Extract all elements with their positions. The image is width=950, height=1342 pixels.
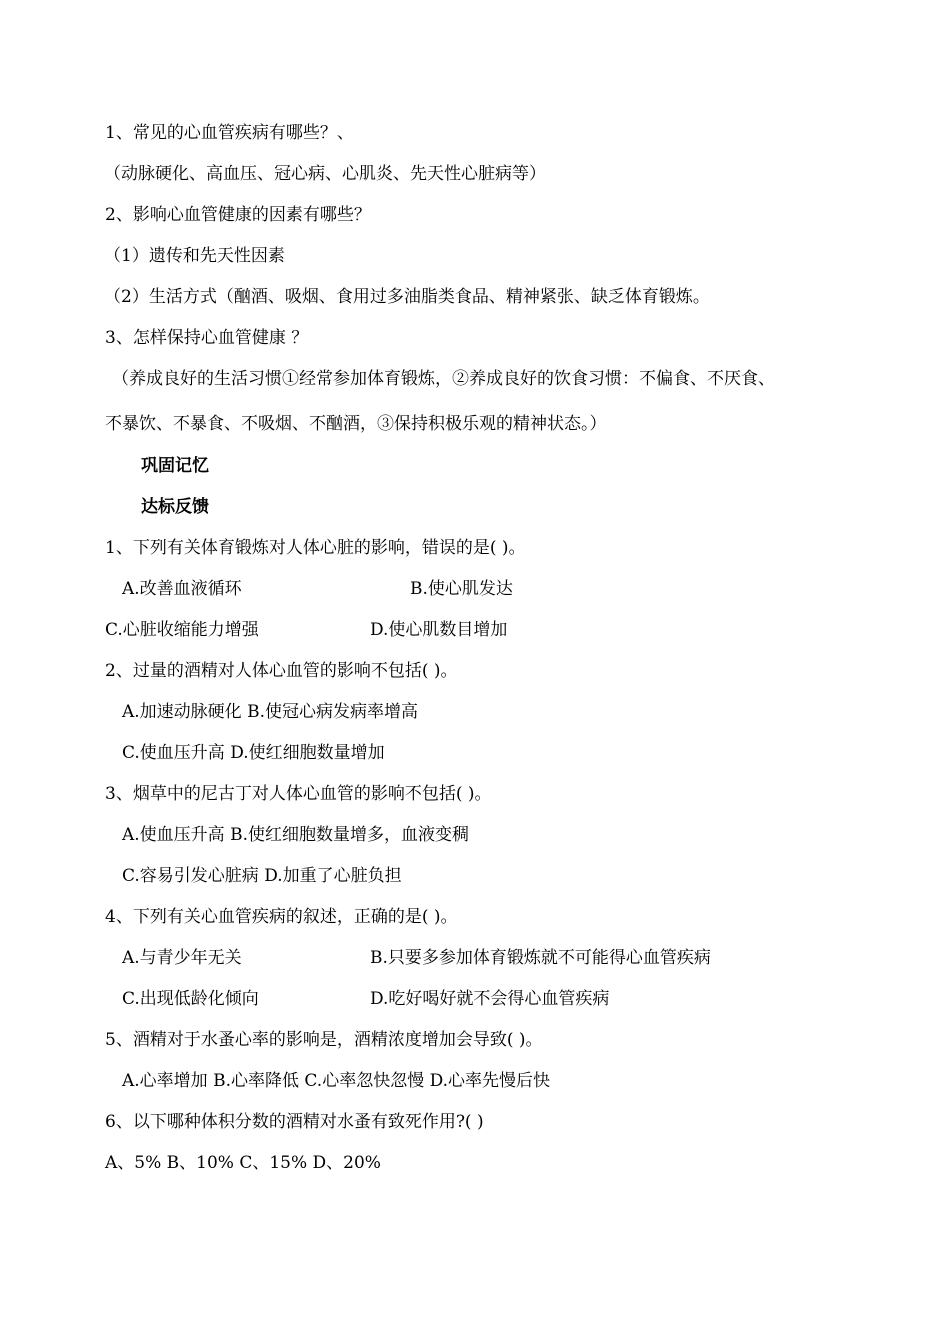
review-answer-3-line1: （养成良好的生活习惯①经常参加体育锻炼，②养成良好的饮食习惯：不偏食、不厌食、 [112, 369, 775, 389]
exercise-4-option-c: C.出现低龄化倾向 [122, 989, 259, 1009]
exercise-2-options-ab: A.加速动脉硬化 B.使冠心病发病率增高 [122, 702, 418, 722]
exercise-1-option-d: D.使心肌数目增加 [370, 620, 508, 640]
heading-consolidate: 巩固记忆 [141, 456, 209, 476]
exercise-2-options-cd: C.使血压升高 D.使红细胞数量增加 [122, 743, 385, 763]
exercise-3-options-cd: C.容易引发心脏病 D.加重了心脏负担 [122, 866, 402, 886]
exercise-3-options-ab: A.使血压升高 B.使红细胞数量增多，血液变稠 [122, 825, 469, 845]
exercise-5-question: 5、酒精对于水蚤心率的影响是，酒精浓度增加会导致( )。 [105, 1030, 543, 1050]
review-question-1: 1、常见的心血管疾病有哪些？、 [105, 123, 354, 143]
exercise-4-question: 4、下列有关心血管疾病的叙述，正确的是( )。 [105, 907, 458, 927]
exercise-6-question: 6、以下哪种体积分数的酒精对水蚤有致死作用?( ) [105, 1112, 484, 1132]
exercise-4-option-b: B.只要多参加体育锻炼就不可能得心血管疾病 [370, 948, 711, 968]
exercise-1-option-b: B.使心肌发达 [410, 579, 513, 599]
exercise-1-question: 1、下列有关体育锻炼对人体心脏的影响，错误的是( )。 [105, 538, 526, 558]
exercise-4-option-d: D.吃好喝好就不会得心血管疾病 [370, 989, 610, 1009]
review-answer-1: （动脉硬化、高血压、冠心病、心肌炎、先天性心脏病等） [104, 164, 546, 184]
review-question-3: 3、怎样保持心血管健康 ？ [105, 328, 309, 348]
review-answer-3-line2: 不暴饮、不暴食、不吸烟、不酗酒，③保持积极乐观的精神状态。） [105, 414, 607, 434]
exercise-1-option-a: A.改善血液循环 [122, 579, 242, 599]
exercise-6-options: A、5% B、10% C、15% D、20% [105, 1153, 381, 1173]
exercise-4-option-a: A.与青少年无关 [122, 948, 242, 968]
exercise-5-options: A.心率增加 B.心率降低 C.心率忽快忽慢 D.心率先慢后快 [122, 1071, 551, 1091]
heading-feedback: 达标反馈 [141, 497, 209, 517]
exercise-3-question: 3、烟草中的尼古丁对人体心血管的影响不包括( )。 [105, 784, 492, 804]
exercise-1-option-c: C.心脏收缩能力增强 [105, 620, 259, 640]
review-answer-2-2: （2）生活方式（酗酒、吸烟、食用过多油脂类食品、精神紧张、缺乏体育锻炼。 [104, 287, 710, 307]
exercise-2-question: 2、过量的酒精对人体心血管的影响不包括( )。 [105, 661, 458, 681]
review-answer-2-1: （1）遗传和先天性因素 [104, 246, 285, 266]
review-question-2: 2、影响心血管健康的因素有哪些？ [105, 205, 371, 225]
